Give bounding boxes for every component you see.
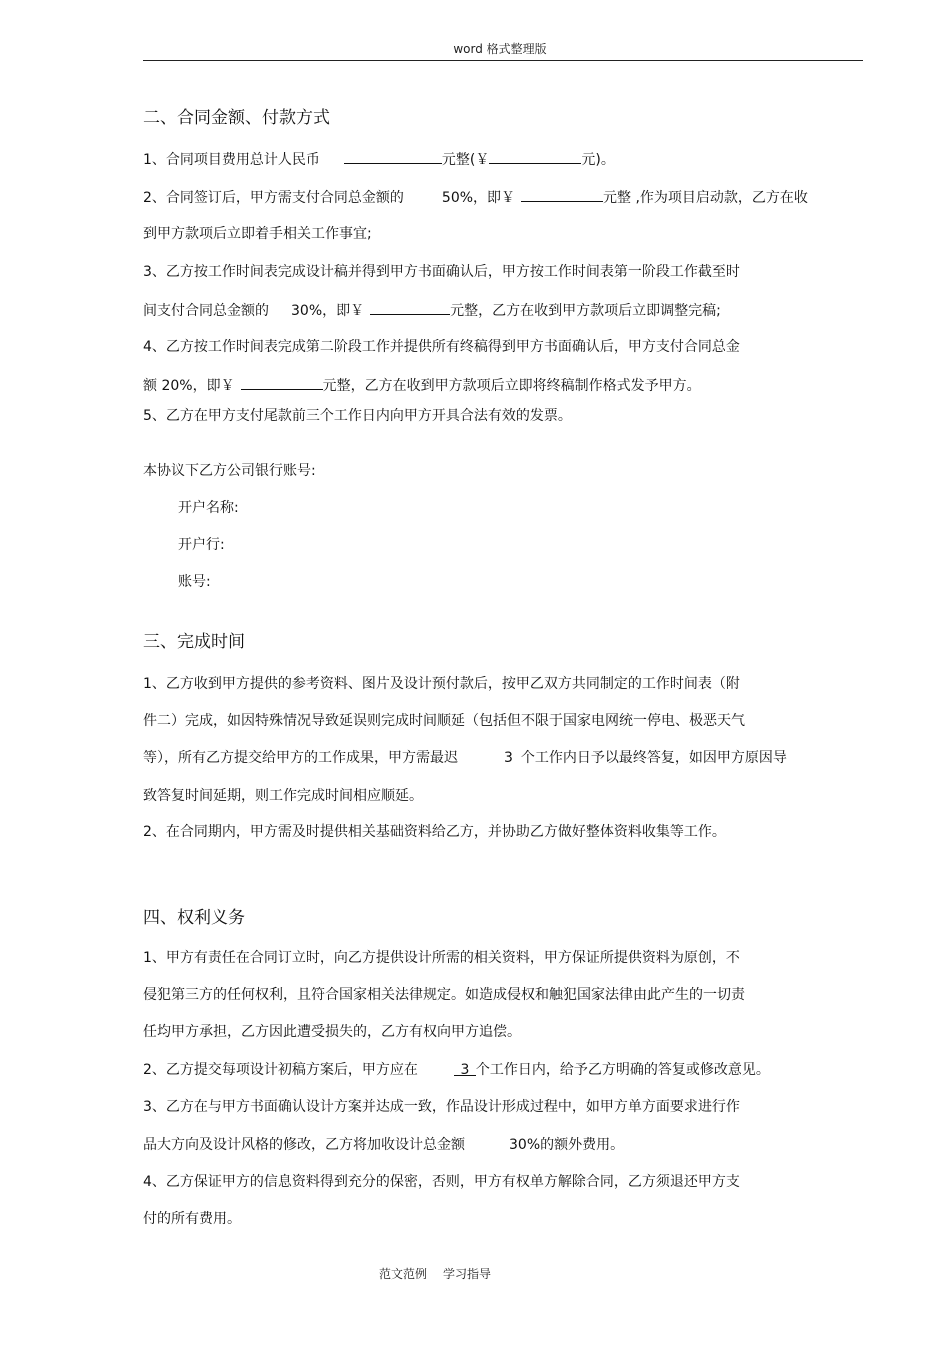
rights-item-4: 4、乙方保证甲方的信息资料得到充分的保密，否则，甲方有权单方解除合同，乙方须退还甲方支 — [143, 1174, 740, 1190]
amount-blank — [344, 149, 442, 164]
bank-account-number: 账号: — [178, 574, 211, 590]
amount-blank — [521, 187, 603, 202]
timeline-item-1-cont: 致答复时间延期，则工作完成时间相应顺延。 — [143, 788, 423, 804]
payment-item-2-cont: 到甲方款项后立即着手相关工作事宜; — [143, 226, 372, 242]
amount-blank — [489, 149, 581, 164]
amount-blank — [370, 300, 450, 315]
text: 2、合同签订后，甲方需支付合同总金额的 — [143, 190, 404, 206]
text: ，即￥ — [473, 190, 516, 206]
payment-item-4-cont — [143, 375, 701, 395]
text: 额 20%，即￥ — [143, 378, 235, 394]
payment-item-2 — [143, 187, 808, 207]
text: 的额外费用。 — [540, 1137, 625, 1153]
text: 元整，乙方在收到甲方款项后立即将终稿制作格式发予甲方。 — [322, 378, 701, 394]
text: 元整(￥ — [441, 152, 490, 168]
page-footer — [0, 1265, 870, 1282]
amount-blank — [241, 375, 323, 390]
text: 品大方向及设计风格的修改，乙方将加收设计总金额 — [143, 1137, 465, 1153]
text: 元整，乙方在收到甲方款项后立即调整完稿; — [450, 303, 721, 319]
rights-item-3-cont — [143, 1136, 624, 1154]
text: 2、乙方提交每项设计初稿方案后，甲方应在 — [143, 1062, 418, 1078]
bank-intro: 本协议下乙方公司银行账号: — [143, 463, 316, 479]
text: 间支付合同总金额的 — [143, 303, 269, 319]
text: 元整 ,作为项目启动款，乙方在收 — [603, 190, 808, 206]
rights-item-4-cont: 付的所有费用。 — [143, 1211, 241, 1227]
text: ，即￥ — [322, 303, 365, 319]
percent: 30% — [509, 1137, 541, 1153]
footer-left: 范文范例 — [378, 1267, 427, 1281]
payment-item-3: 3、乙方按工作时间表完成设计稿并得到甲方书面确认后，甲方按工作时间表第一阶段工作截至时 — [143, 264, 740, 280]
rights-item-3: 3、乙方在与甲方书面确认设计方案并达成一致，作品设计形成过程中，如甲方单方面要求进行作 — [143, 1099, 740, 1115]
text: 个工作内日予以最终答复，如因甲方原因导 — [520, 750, 787, 766]
section-heading-payment: 二、合同金额、付款方式 — [143, 108, 330, 128]
rights-item-1: 1、甲方有责任在合同订立时，向乙方提供设计所需的相关资料，甲方保证所提供资料为原创，不 — [143, 950, 740, 966]
payment-item-3-cont — [143, 300, 721, 320]
text: 元)。 — [581, 152, 615, 168]
header-rule — [143, 60, 863, 61]
bank-name: 开户行: — [178, 537, 225, 553]
rights-item-2 — [143, 1061, 770, 1079]
payment-item-5: 5、乙方在甲方支付尾款前三个工作日内向甲方开具合法有效的发票。 — [143, 408, 572, 424]
days-number: 3 — [504, 750, 513, 766]
timeline-item-1: 1、乙方收到甲方提供的参考资料、图片及设计预付款后，按甲乙双方共同制定的工作时间表（附 — [143, 676, 740, 692]
days-number: 3 — [454, 1061, 476, 1076]
timeline-item-2: 2、在合同期内，甲方需及时提供相关基础资料给乙方，并协助乙方做好整体资料收集等工作。 — [143, 824, 726, 840]
rights-item-1-cont: 侵犯第三方的任何权利，且符合国家相关法律规定。如造成侵权和触犯国家法律由此产生的一切责 — [143, 987, 745, 1003]
text: 1、合同项目费用总计人民币 — [143, 152, 320, 168]
page-header: word 格式整理版 — [453, 42, 547, 56]
percent: 30% — [291, 303, 323, 319]
timeline-item-1-cont: 件二）完成，如因特殊情况导致延误则完成时间顺延（包括但不限于国家电网统一停电、极恶天气 — [143, 713, 745, 729]
section-heading-rights: 四、权利义务 — [143, 908, 245, 928]
rights-item-1-cont: 任均甲方承担，乙方因此遭受损失的，乙方有权向甲方追偿。 — [143, 1024, 521, 1040]
percent: 50% — [441, 190, 474, 206]
timeline-item-1-cont — [143, 749, 787, 767]
text: 个工作日内，给予乙方明确的答复或修改意见。 — [475, 1062, 770, 1078]
footer-right: 学习指导 — [443, 1267, 492, 1281]
section-heading-timeline: 三、完成时间 — [143, 632, 245, 652]
payment-item-4: 4、乙方按工作时间表完成第二阶段工作并提供所有终稿得到甲方书面确认后，甲方支付合同总金 — [143, 339, 740, 355]
payment-item-1 — [143, 149, 615, 169]
bank-account-name: 开户名称: — [178, 500, 239, 516]
text: 等），所有乙方提交给甲方的工作成果，甲方需最迟 — [143, 750, 458, 766]
